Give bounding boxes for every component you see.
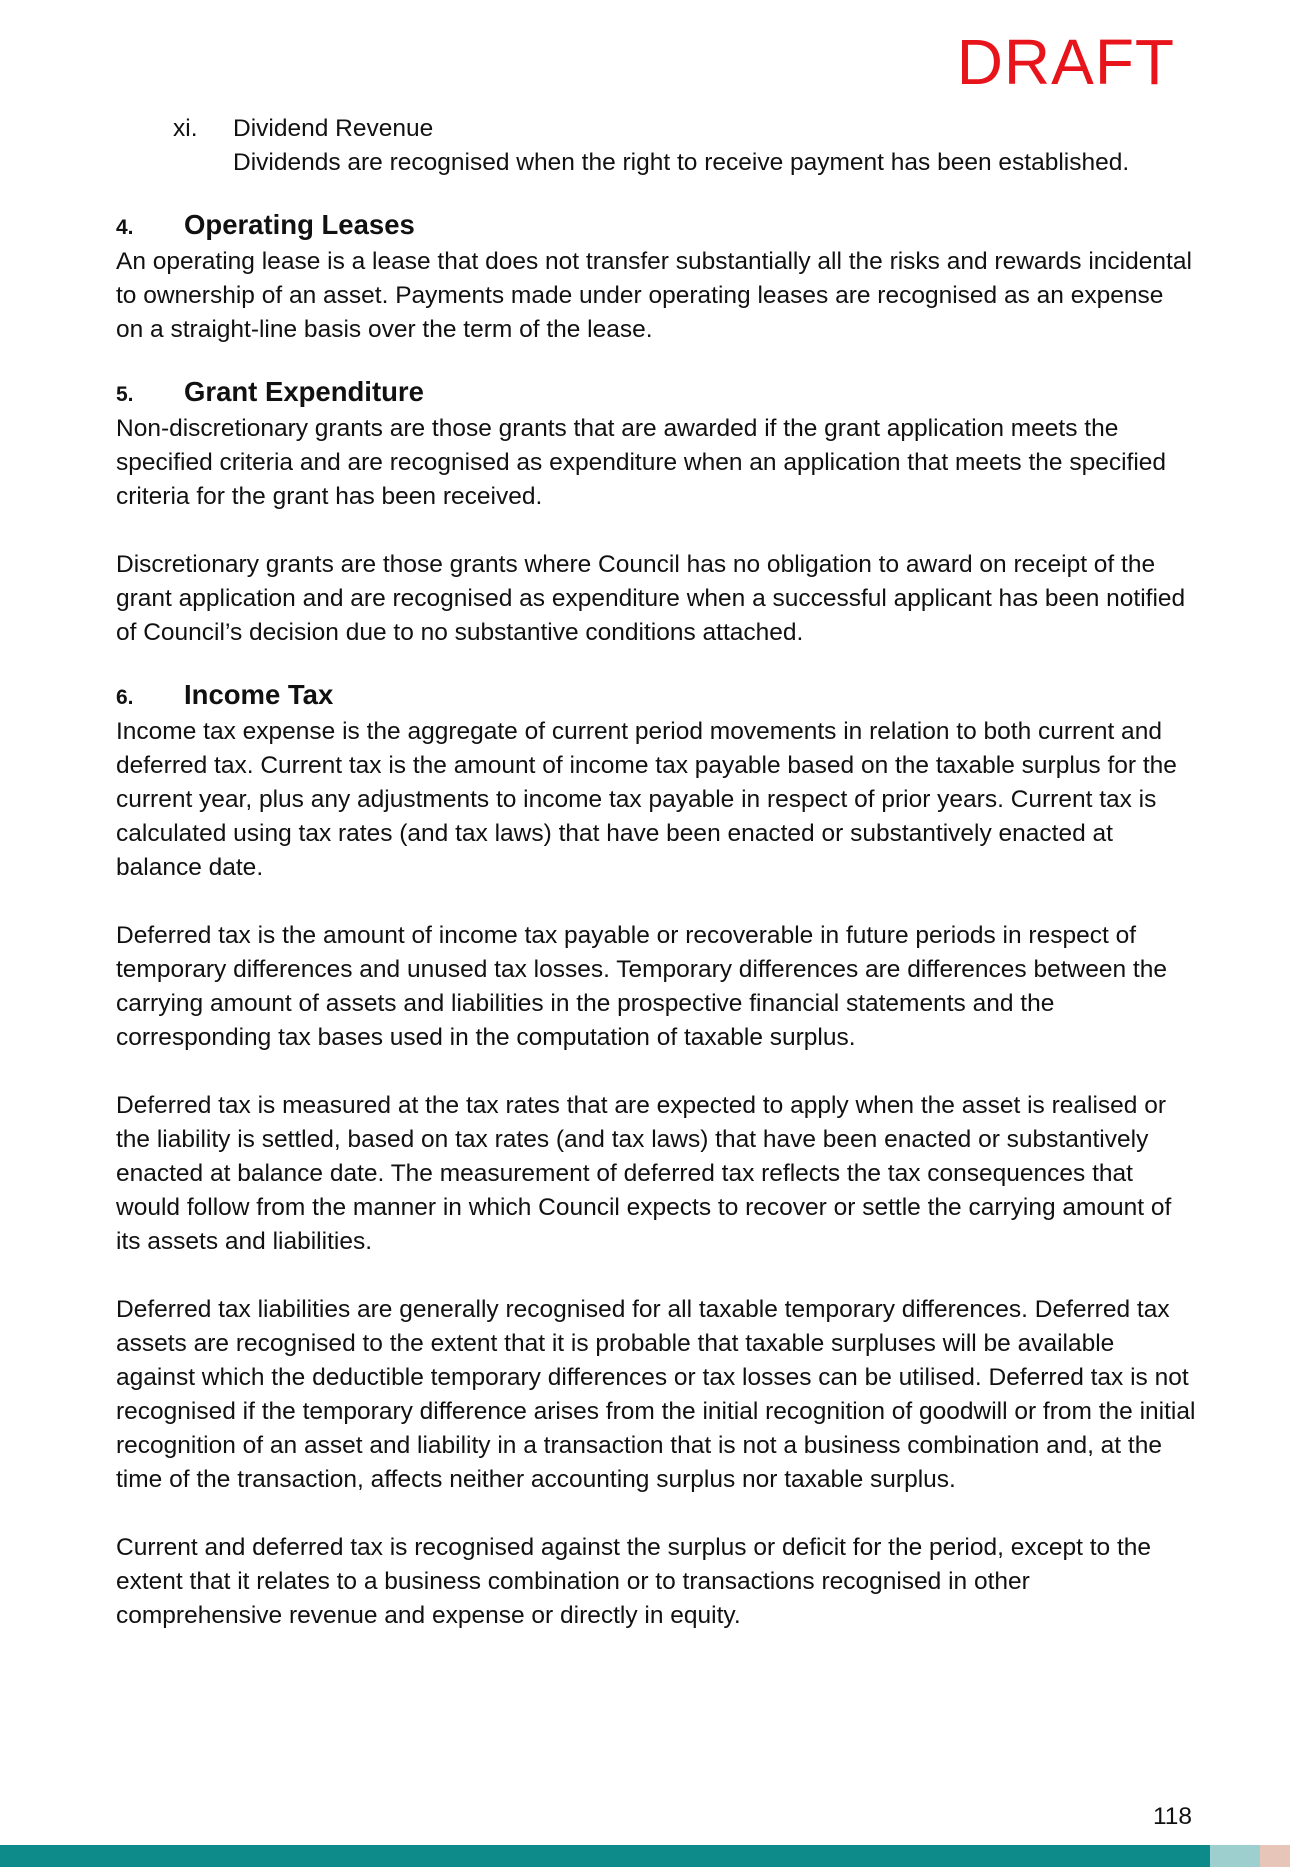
sub-item-number: xi. [173, 115, 198, 142]
paragraph: Current and deferred tax is recognised against the surplus or deficit for the period, except to the extent that it relates to a business combination or to transactions recognised in other comprehensive revenue and expense or directly in equity. [116, 1534, 1152, 1629]
section-number: 4. [116, 216, 134, 239]
section-heading-income-tax [116, 678, 1196, 715]
paragraph: An operating lease is a lease that does not transfer substantially all the risks and rewards incidental to ownership of an asset. Payments made under operating leases are recognised as an expense on a straight-line basis over the term of the lease. [116, 248, 1192, 343]
paragraph: Income tax expense is the aggregate of current period movements in relation to both current and deferred tax. Current tax is the amount of income tax payable based on the taxable surplus for the current year, plus any adjustments to income tax payable in respect of prior years. Current tax is calculated using tax rates (and tax laws) that have been enacted or substantively enacted at balance date. [116, 718, 1177, 881]
sub-item-body: Dividends are recognised when the right to receive payment has been established. [233, 149, 1130, 176]
draft-watermark: DRAFT [956, 26, 1175, 98]
paragraph: Deferred tax is measured at the tax rates that are expected to apply when the asset is realised or the liability is settled, based on tax rates (and tax laws) that have been enacted or substantively enacted at balance date. The measurement of deferred tax reflects the tax consequences that would follow from the manner in which Council expects to recover or settle the carrying amount of its assets and liabilities. [116, 1092, 1172, 1255]
section-number: 5. [116, 383, 134, 406]
paragraph: Discretionary grants are those grants where Council has no obligation to award on receipt of the grant application and are recognised as expenditure when a successful applicant has been notified of Council’s decision due to no substantive conditions attached. [116, 551, 1186, 646]
paragraph: Deferred tax liabilities are generally recognised for all taxable temporary differences. Deferred tax assets are recognised to the extent that it is probable that taxable surpluses will be available against which the deductible temporary differences or tax losses can be utilised. Deferred tax is not recognised if the temporary difference arises from the initial recognition of goodwill or from the initial recognition of an asset and liability in a transaction that is not a business combination and, at the time of the transaction, affects neither accounting surplus nor taxable surplus. [116, 1296, 1196, 1493]
section-heading-operating-leases [116, 208, 1196, 245]
page-number: 118 [1152, 1803, 1192, 1830]
sub-item-title: Dividend Revenue [233, 115, 434, 142]
footer-accent-light [1210, 1845, 1260, 1867]
section-title: Operating Leases [184, 209, 415, 240]
section-number: 6. [116, 686, 134, 709]
section-heading-grant-expenditure [116, 375, 1196, 412]
document-body [116, 112, 1196, 1633]
paragraph: Non-discretionary grants are those grants that are awarded if the grant application meets the specified criteria and are recognised as expenditure when an application that meets the specified criteria for the grant has been received. [116, 415, 1167, 510]
section-title: Income Tax [184, 679, 334, 710]
footer-bar [0, 1845, 1290, 1867]
footer-accent-peach [1260, 1845, 1290, 1867]
section-title: Grant Expenditure [184, 376, 424, 407]
sub-item-dividend-revenue [116, 112, 1196, 180]
paragraph: Deferred tax is the amount of income tax payable or recoverable in future periods in respect of temporary differences and unused tax losses. Temporary differences are differences between the carrying amount of assets and liabilities in the prospective financial statements and the corresponding tax bases used in the computation of taxable surplus. [116, 922, 1167, 1051]
